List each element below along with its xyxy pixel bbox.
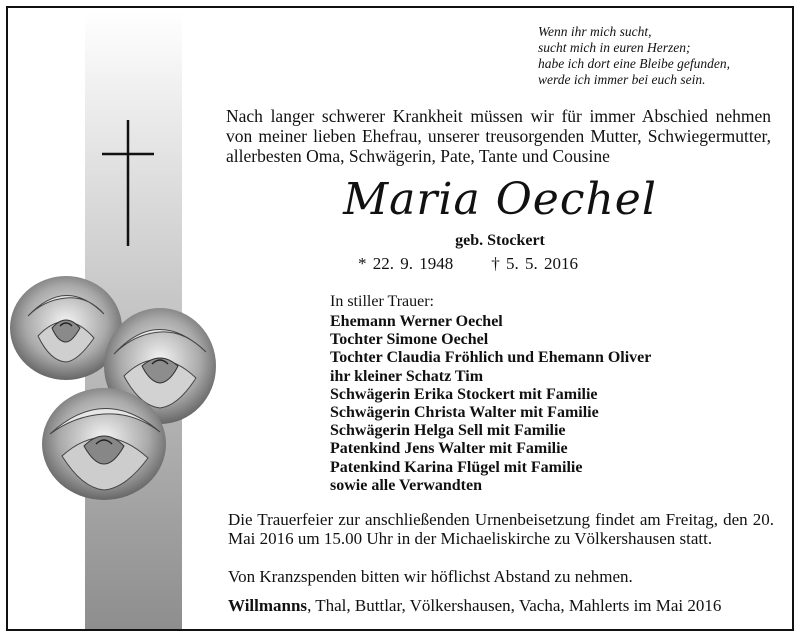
signature-line [228,596,721,616]
poem-line: sucht mich in euren Herzen; [538,40,691,55]
list-item: sowie alle Verwandten [330,476,482,494]
list-item: Tochter Simone Oechel [330,331,489,349]
roses-illustration [8,266,218,506]
flowers-note: Von Kranzspenden bitten wir höflichst Abstand zu nehmen. [228,567,633,586]
grief-heading: In stiller Trauer: [330,293,434,310]
list-item: Patenkind Jens Walter mit Familie [330,440,568,458]
list-item: Schwägerin Erika Stockert mit Familie [330,385,598,403]
cross-icon [102,120,154,246]
list-item: ihr kleiner Schatz Tim [330,367,484,385]
deceased-name: Maria Oechel [343,174,657,225]
poem-line: werde ich immer bei euch sein. [538,72,706,87]
mourners-list [330,313,651,495]
life-dates [358,254,578,274]
poem-line: Wenn ihr mich sucht, [538,24,652,39]
funeral-service-text: Die Trauerfeier zur anschließenden Urnenbeisetzung findet am Freitag, den 20. Mai 2016 um 15.00 Uhr in der Michaeliskirche zu Völkershausen statt. [228,510,774,548]
poem-line: habe ich dort eine Bleibe gefunden, [538,56,730,71]
list-item: Ehemann Werner Oechel [330,313,503,330]
death-date: † 5. 5. 2016 [491,254,578,273]
signature-place: Willmanns [228,596,308,615]
list-item: Patenkind Karina Flügel mit Familie [330,458,583,476]
signature-rest: , Thal, Buttlar, Völkershausen, Vacha, Mahlerts im Mai 2016 [307,596,722,615]
poem [538,24,788,88]
list-item: Schwägerin Helga Sell mit Familie [330,422,566,440]
birth-name: geb. Stockert [455,232,545,249]
list-item: Schwägerin Christa Walter mit Familie [330,404,599,422]
birth-date: * 22. 9. 1948 [358,254,454,273]
intro-text: Nach langer schwerer Krankheit müssen wir für immer Abschied nehmen von meiner lieben Ehefrau, unserer treusorgenden Mutter, Schwiegermutter, allerbesten Oma, Schwägerin, Pate, Tante und Cousine [226,106,771,166]
obituary-notice [6,6,794,631]
list-item: Tochter Claudia Fröhlich und Ehemann Oliver [330,349,652,367]
